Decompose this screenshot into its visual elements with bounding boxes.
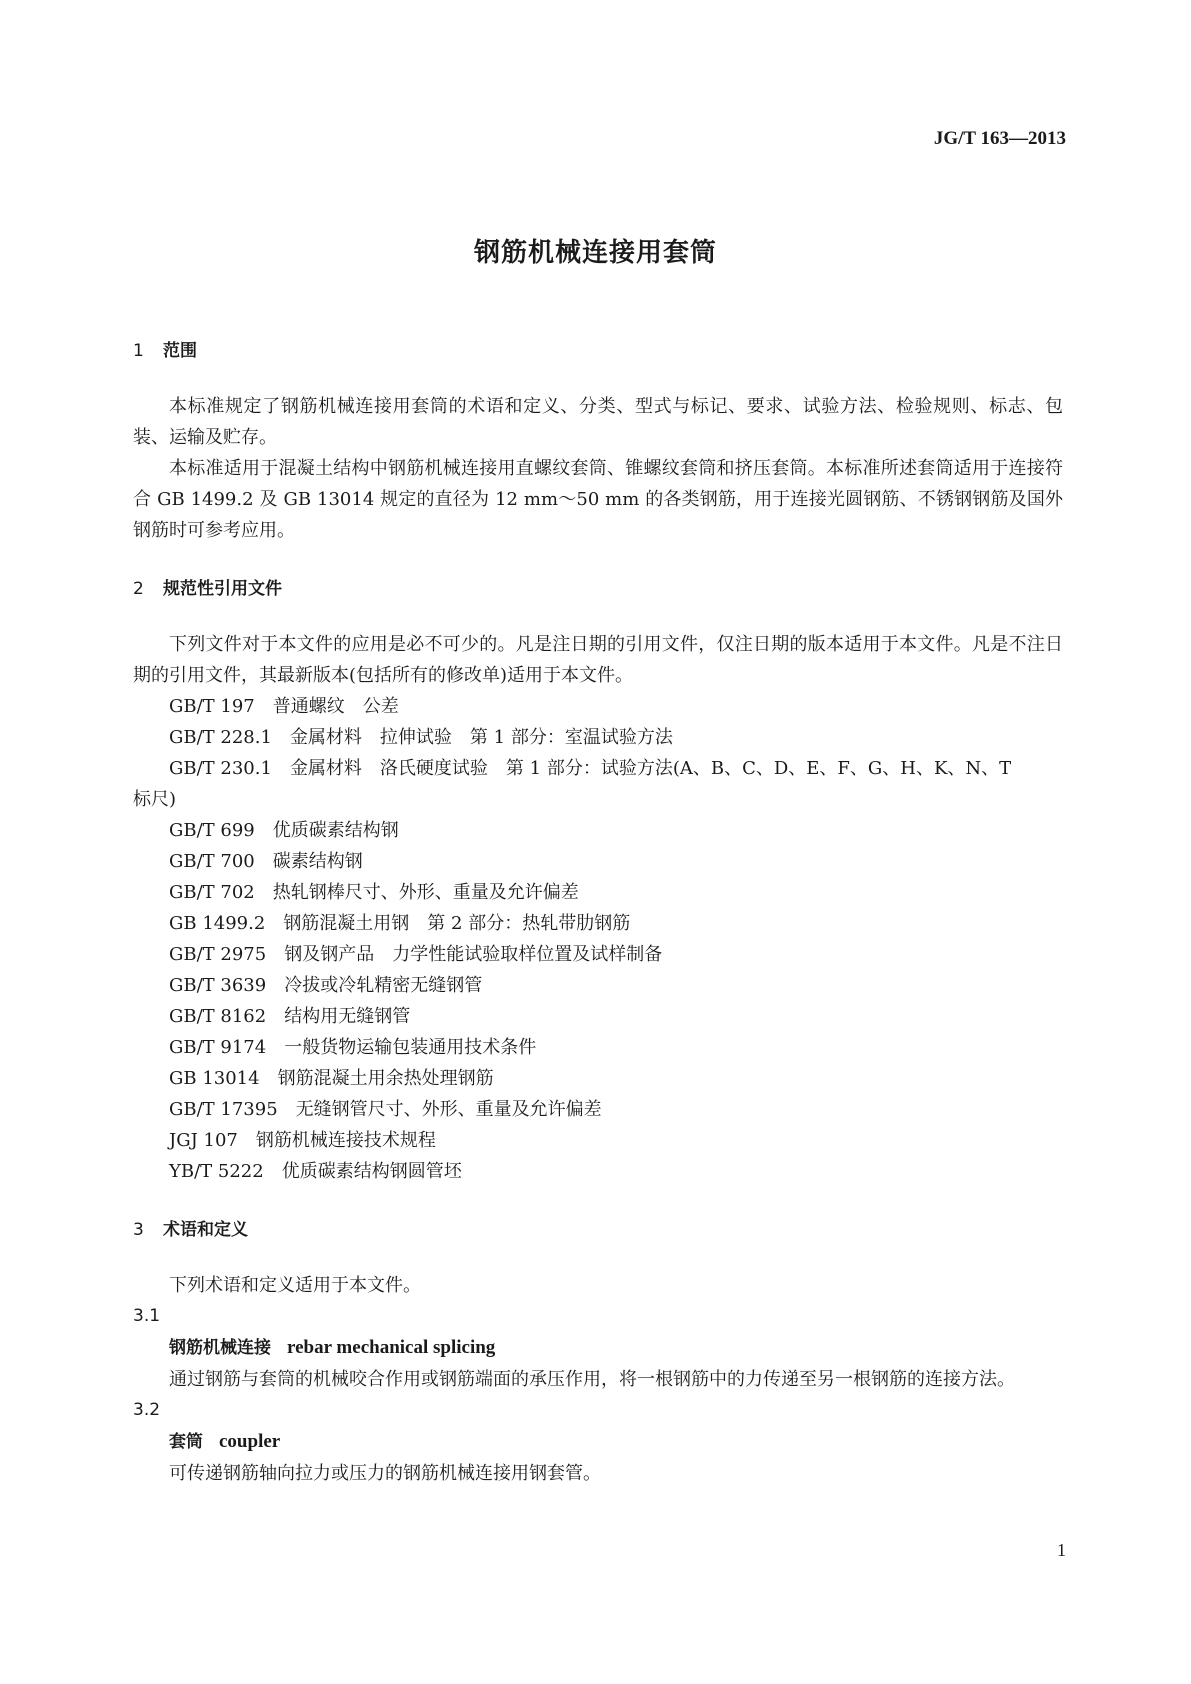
term-chinese: 套筒 — [169, 1432, 203, 1452]
reference-code: GB 13014 — [169, 1068, 260, 1089]
reference-code: GB/T 3639 — [169, 975, 267, 996]
reference-code: YB/T 5222 — [169, 1161, 264, 1182]
section-2-heading — [133, 574, 1063, 605]
reference-title: 金属材料 拉伸试验 第 1 部分：室温试验方法 — [289, 727, 673, 748]
term-number: 3.1 — [133, 1306, 161, 1326]
section-number: 3 — [133, 1220, 144, 1240]
reference-code: GB/T 230.1 — [169, 758, 272, 779]
term-english: rebar mechanical splicing — [287, 1337, 496, 1358]
reference-title: 优质碳素结构钢 — [272, 820, 399, 841]
term-definition: 可传递钢筋轴向拉力或压力的钢筋机械连接用钢套管。 — [169, 1463, 601, 1484]
section-3-heading — [133, 1215, 1063, 1246]
reference-title: 结构用无缝钢管 — [284, 1006, 411, 1027]
section-title: 规范性引用文件 — [163, 579, 282, 599]
reference-item — [133, 1094, 1063, 1125]
reference-item — [133, 1001, 1063, 1032]
section-1-heading — [133, 336, 1063, 367]
reference-code: GB/T 700 — [169, 851, 255, 872]
reference-item — [133, 846, 1063, 877]
standard-code: JG/T 163—2013 — [933, 128, 1066, 149]
reference-title: 钢筋混凝土用钢 第 2 部分：热轧带肋钢筋 — [283, 913, 631, 934]
references-intro: 下列文件对于本文件的应用是必不可少的。凡是注日期的引用文件，仅注日期的版本适用于本文件。凡是不注日期的引用文件，其最新版本(包括所有的修改单)适用于本文件。 — [133, 634, 1063, 686]
reference-code: GB/T 9174 — [169, 1037, 267, 1058]
reference-item — [133, 722, 1063, 753]
term-number: 3.2 — [133, 1400, 161, 1420]
reference-code: GB/T 699 — [169, 820, 255, 841]
reference-code: GB/T 2975 — [169, 944, 267, 965]
reference-item — [133, 1156, 1063, 1187]
scope-paragraph-2: 本标准适用于混凝土结构中钢筋机械连接用直螺纹套筒、锥螺纹套筒和挤压套筒。本标准所述套筒适用于连接符合 GB 1499.2 及 GB 13014 规定的直径为 12 mm～50 mm 的各类钢筋，用于连接光圆钢筋、不锈钢钢筋及国外钢筋时可参考应用。 — [133, 458, 1063, 541]
reference-item — [133, 877, 1063, 908]
reference-code: GB/T 228.1 — [169, 727, 272, 748]
reference-title: 碳素结构钢 — [272, 851, 363, 872]
term-chinese: 钢筋机械连接 — [169, 1338, 271, 1358]
reference-item — [133, 1125, 1063, 1156]
reference-item — [133, 815, 1063, 846]
reference-code: GB/T 17395 — [169, 1099, 278, 1120]
reference-item — [133, 1063, 1063, 1094]
reference-title: 钢筋混凝土用余热处理钢筋 — [277, 1068, 494, 1089]
document-body — [133, 336, 1063, 1489]
reference-title: 一般货物运输包装通用技术条件 — [284, 1037, 537, 1058]
reference-title: 无缝钢管尺寸、外形、重量及允许偏差 — [295, 1099, 602, 1120]
term-definition: 通过钢筋与套筒的机械咬合作用或钢筋端面的承压作用，将一根钢筋中的力传递至另一根钢筋的连接方法。 — [169, 1369, 1015, 1390]
section-number: 1 — [133, 341, 144, 361]
reference-item — [133, 691, 1063, 722]
term-heading — [133, 1332, 1063, 1364]
page-number: 1 — [1057, 1540, 1066, 1560]
reference-title: 钢及钢产品 力学性能试验取样位置及试样制备 — [284, 944, 663, 965]
section-title: 术语和定义 — [163, 1220, 248, 1240]
reference-title: 金属材料 洛氏硬度试验 第 1 部分：试验方法(A、B、C、D、E、F、G、H、K、N、T — [289, 758, 1012, 779]
reference-title: 钢筋机械连接技术规程 — [255, 1130, 436, 1151]
terms-intro: 下列术语和定义适用于本文件。 — [169, 1275, 421, 1296]
reference-code: GB/T 702 — [169, 882, 255, 903]
section-title: 范围 — [163, 341, 197, 361]
reference-code: JGJ 107 — [169, 1130, 238, 1151]
reference-title: 普通螺纹 公差 — [272, 696, 399, 717]
reference-item — [133, 939, 1063, 970]
reference-title-continuation: 标尺) — [133, 789, 177, 810]
scope-paragraph-1: 本标准规定了钢筋机械连接用套筒的术语和定义、分类、型式与标记、要求、试验方法、检验规则、标志、包装、运输及贮存。 — [133, 396, 1063, 448]
reference-item — [133, 908, 1063, 939]
reference-code: GB/T 8162 — [169, 1006, 267, 1027]
section-number: 2 — [133, 579, 144, 599]
reference-title: 冷拔或冷轧精密无缝钢管 — [284, 975, 483, 996]
document-title: 钢筋机械连接用套筒 — [473, 238, 717, 268]
reference-code: GB 1499.2 — [169, 913, 266, 934]
reference-item — [133, 753, 1063, 815]
term-english: coupler — [219, 1431, 281, 1452]
reference-item — [133, 970, 1063, 1001]
reference-code: GB/T 197 — [169, 696, 255, 717]
reference-title: 热轧钢棒尺寸、外形、重量及允许偏差 — [272, 882, 579, 903]
term-heading — [133, 1426, 1063, 1458]
reference-title: 优质碳素结构钢圆管坯 — [281, 1161, 462, 1182]
reference-item — [133, 1032, 1063, 1063]
